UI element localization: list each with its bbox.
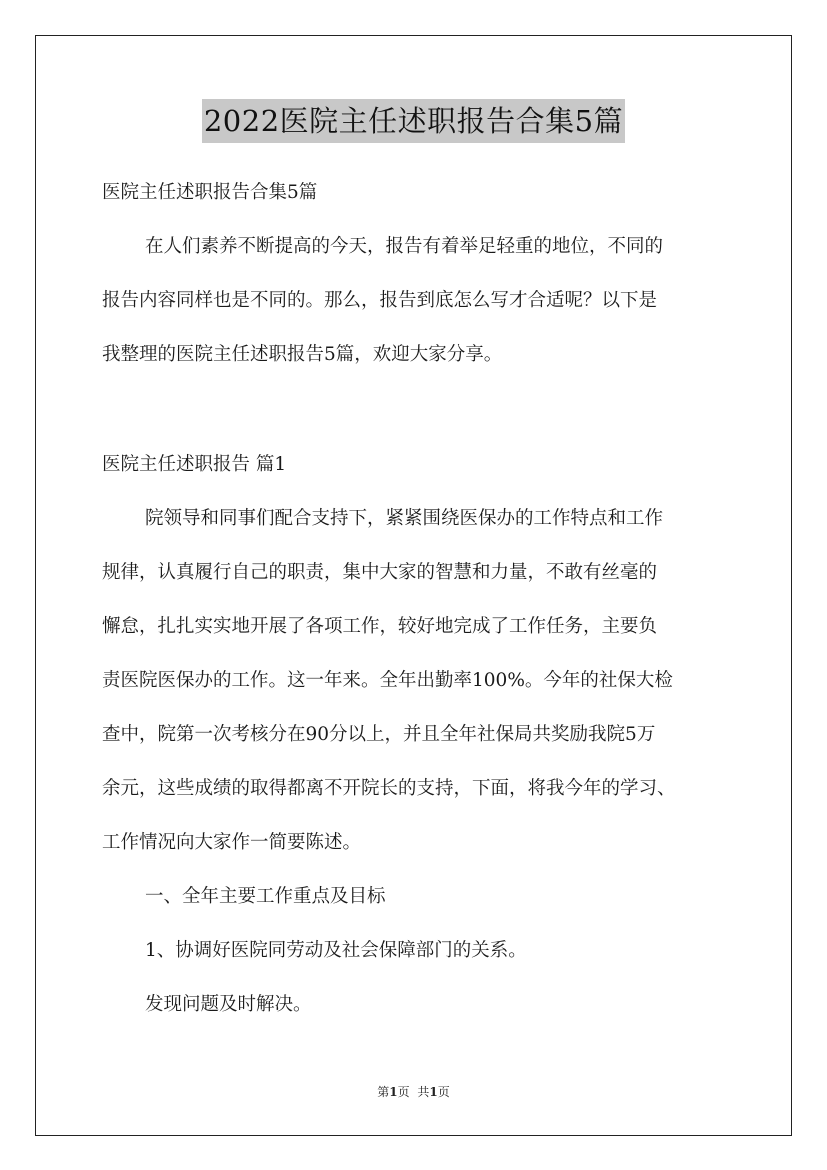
subheading-1: 一、全年主要工作重点及目标: [145, 886, 386, 907]
body-line-2: 规律，认真履行自己的职责，集中大家的智慧和力量，不敢有丝毫的: [102, 562, 658, 583]
body-line-5: 查中，院第一次考核分在90分以上，并且全年社保局共奖励我院5万: [102, 724, 656, 745]
title-wrap: [0, 99, 827, 143]
subtitle-line: 医院主任述职报告合集5篇: [102, 182, 318, 203]
intro-line-3: 我整理的医院主任述职报告5篇，欢迎大家分享。: [102, 344, 503, 365]
document-title: 2022医院主任述职报告合集5篇: [202, 99, 625, 143]
footer-total-word: 页: [437, 1085, 450, 1099]
intro-line-1: 在人们素养不断提高的今天，报告有着举足轻重的地位，不同的: [145, 236, 664, 257]
body-line-7: 工作情况向大家作一简要陈述。: [102, 832, 362, 853]
body-line-6: 余元，这些成绩的取得都离不开院长的支持，下面，将我今年的学习、: [102, 778, 676, 799]
list-item-1-detail: 发现问题及时解决。: [145, 994, 312, 1015]
footer-total-number: 1: [429, 1085, 438, 1099]
footer-prefix: 第: [377, 1085, 390, 1099]
list-item-1: 1、协调好医院同劳动及社会保障部门的关系。: [145, 940, 527, 961]
section-heading: 医院主任述职报告 篇1: [102, 454, 287, 475]
page-footer: [0, 1083, 827, 1101]
body-line-3: 懈怠，扎扎实实地开展了各项工作，较好地完成了工作任务，主要负: [102, 616, 658, 637]
body-line-4: 责医院医保办的工作。这一年来。全年出勤率100%。今年的社保大检: [102, 670, 673, 691]
footer-page-number: 1: [389, 1085, 398, 1099]
footer-page-word: 页: [397, 1085, 410, 1099]
footer-total-prefix: 共: [417, 1085, 430, 1099]
intro-line-2: 报告内容同样也是不同的。那么，报告到底怎么写才合适呢？以下是: [102, 290, 658, 311]
body-line-1: 院领导和同事们配合支持下，紧紧围绕医保办的工作特点和工作: [145, 508, 664, 529]
